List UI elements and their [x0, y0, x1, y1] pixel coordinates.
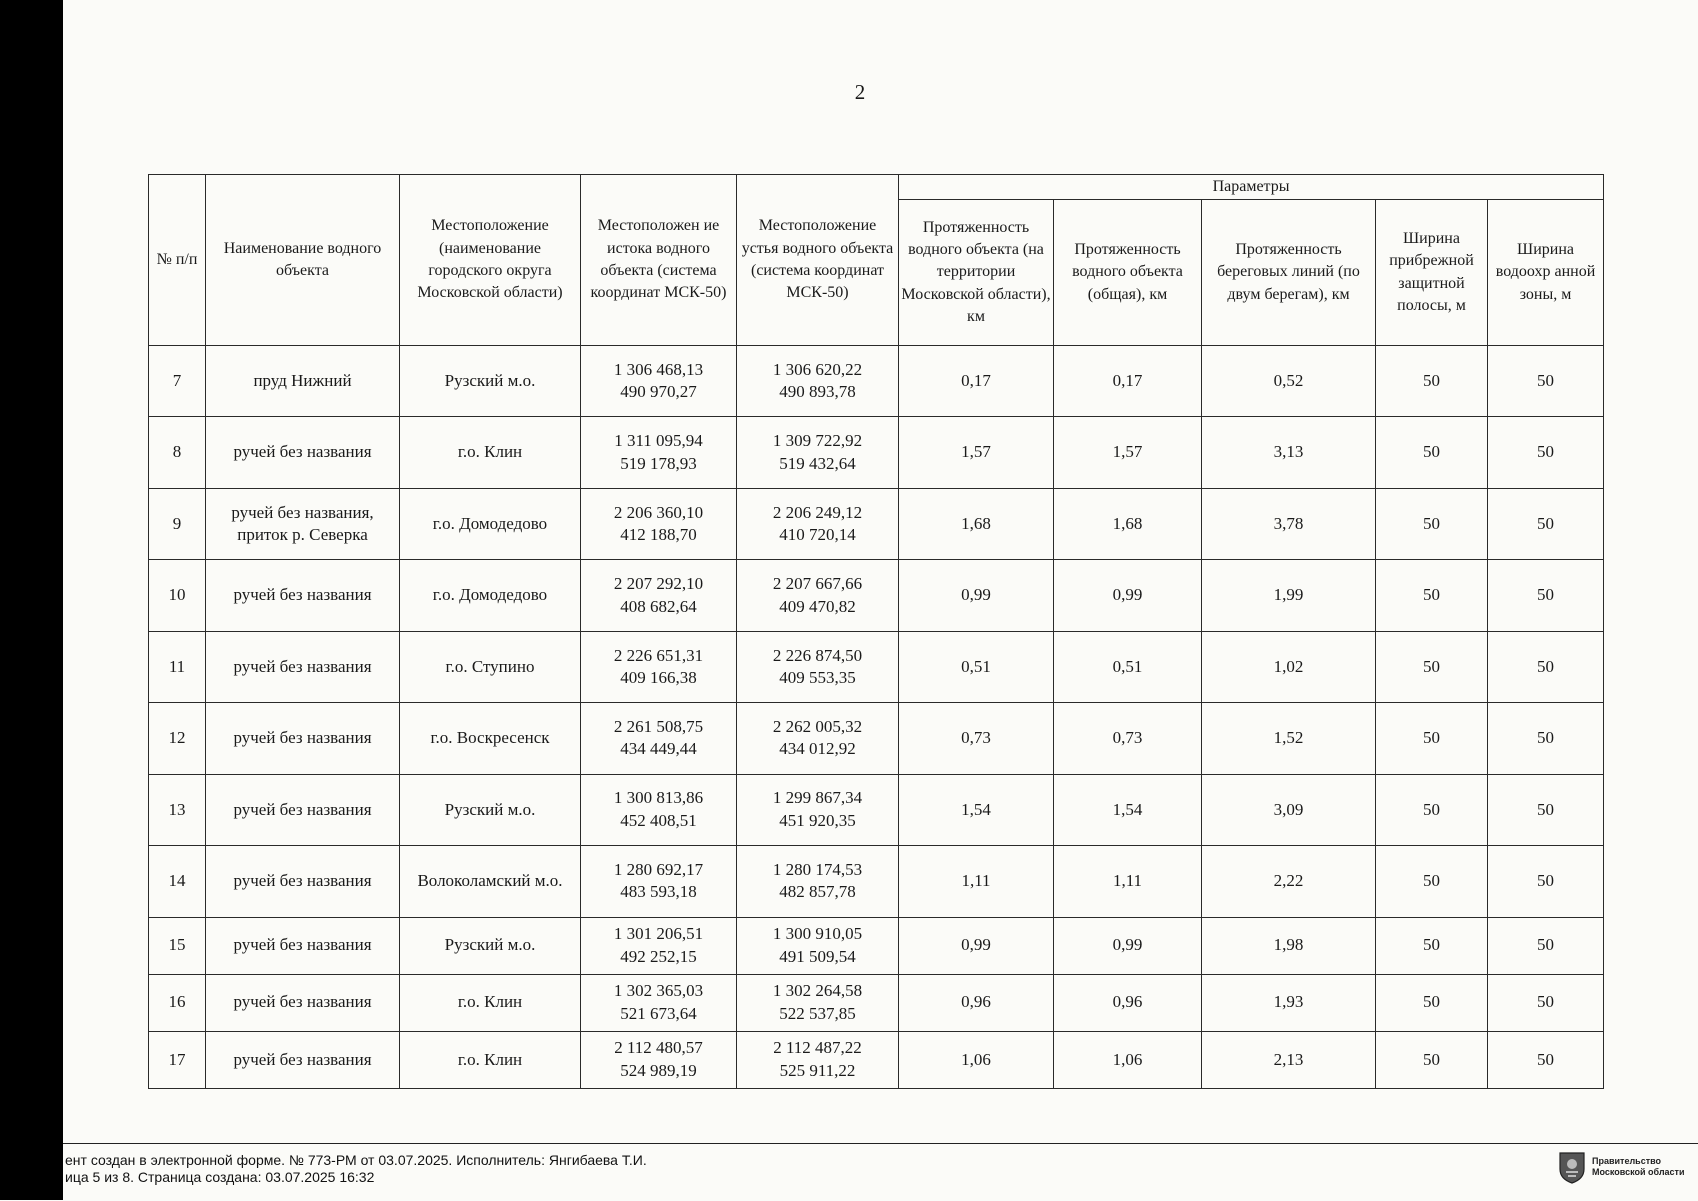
cell-water-zone-zone: 50 [1537, 656, 1555, 676]
cell-coastal-strip [1376, 703, 1488, 774]
cell-water-zone [1488, 774, 1604, 845]
cell-length-region-len_mo: 1,11 [961, 871, 991, 891]
cell-length-total-len_total: 0,17 [1112, 371, 1143, 390]
cell-water-zone [1488, 917, 1604, 974]
cell-coastal-strip-strip: 50 [1423, 656, 1440, 676]
cell-water-zone [1488, 631, 1604, 702]
cell-length-total-len_total: 0,99 [1112, 585, 1143, 605]
cell-shoreline [1202, 346, 1376, 417]
cell-source-coords-src2: 490 970,27 [620, 382, 697, 402]
cell-num-num: 9 [172, 513, 182, 533]
cell-mouth-coords-mth2: 409 470,82 [779, 596, 856, 616]
cell-mouth-coords-mth2: 409 553,35 [779, 667, 856, 687]
cell-name-name: ручей без названия [233, 1049, 372, 1069]
cell-coastal-strip-strip: 50 [1423, 871, 1440, 891]
cell-length-total-len_total: 1,54 [1112, 799, 1143, 819]
cell-location-loc: г.о. Клин [457, 992, 523, 1012]
cell-num-num: 8 [172, 442, 182, 462]
cell-water-zone-zone: 50 [1537, 799, 1555, 819]
cell-source-coords-src2: 408 682,64 [620, 596, 697, 616]
cell-num [149, 846, 206, 917]
cell-name [206, 846, 400, 917]
cell-name [206, 703, 400, 774]
table-row [149, 703, 1604, 774]
cell-shoreline [1202, 417, 1376, 488]
cell-source-coords-src2: 519 178,93 [620, 453, 697, 473]
cell-num [149, 560, 206, 631]
cell-shoreline [1202, 774, 1376, 845]
cell-name-name: ручей без названия [233, 656, 372, 676]
cell-length-total-len_total: 1,68 [1112, 513, 1143, 533]
header-coastal-strip: Ширина прибрежной защитной полосы, м [1376, 200, 1488, 346]
cell-water-zone [1488, 846, 1604, 917]
cell-length-region-len_mo: 0,73 [961, 728, 991, 748]
cell-shoreline-shore: 1,02 [1273, 656, 1304, 676]
cell-source-coords [581, 417, 737, 488]
cell-mouth-coords-mth2: 410 720,14 [779, 525, 856, 545]
cell-num-num: 15 [168, 935, 186, 955]
cell-coastal-strip [1376, 917, 1488, 974]
cell-mouth-coords-mth2: 522 537,85 [779, 1003, 856, 1023]
cell-location-loc: г.о. Клин [457, 1049, 523, 1069]
logo-line-2: Московской области [1592, 1167, 1685, 1177]
cell-source-coords-src2: 492 252,15 [620, 946, 697, 966]
table-row [149, 560, 1604, 631]
cell-name [206, 488, 400, 559]
cell-source-coords-src1: 2 226 651,31 [613, 645, 704, 665]
cell-length-region-len_mo: 0,51 [961, 656, 991, 676]
cell-water-zone-zone: 50 [1537, 585, 1555, 605]
cell-coastal-strip [1376, 417, 1488, 488]
cell-water-zone-zone: 50 [1537, 371, 1555, 390]
cell-mouth-coords-mth1: 1 300 910,05 [772, 924, 863, 944]
cell-mouth-coords-mth1: 2 206 249,12 [772, 502, 863, 522]
cell-mouth-coords-mth1: 1 299 867,34 [772, 788, 863, 808]
cell-num [149, 917, 206, 974]
cell-length-total-len_total: 0,51 [1112, 656, 1143, 676]
cell-location [400, 846, 581, 917]
header-shoreline: Протяженность береговых линий (по двум берегам), км [1202, 200, 1376, 346]
cell-shoreline-shore: 2,22 [1273, 871, 1304, 891]
cell-mouth-coords [737, 488, 899, 559]
cell-mouth-coords-mth2: 482 857,78 [779, 882, 856, 902]
footer-document-info: ент создан в электронной форме. № 773-РМ от 03.07.2025. Исполнитель: Янгибаева Т.И. [65, 1152, 647, 1168]
cell-num [149, 631, 206, 702]
cell-location-loc: г.о. Воскресенск [430, 728, 550, 748]
table-row [149, 1031, 1604, 1088]
cell-coastal-strip [1376, 774, 1488, 845]
cell-shoreline-shore: 3,78 [1273, 513, 1304, 533]
cell-water-zone-zone: 50 [1537, 935, 1555, 955]
cell-name [206, 417, 400, 488]
cell-coastal-strip-strip: 50 [1423, 992, 1440, 1012]
cell-length-region-len_mo: 0,17 [961, 371, 991, 390]
cell-length-region [899, 846, 1054, 917]
table-row [149, 417, 1604, 488]
cell-name [206, 346, 400, 417]
cell-name [206, 974, 400, 1031]
cell-length-region [899, 974, 1054, 1031]
cell-location-loc: г.о. Клин [457, 442, 523, 462]
table-row [149, 974, 1604, 1031]
cell-source-coords-src1: 1 311 095,94 [614, 431, 703, 451]
cell-shoreline [1202, 846, 1376, 917]
cell-length-total-len_total: 0,96 [1112, 992, 1143, 1012]
cell-source-coords-src1: 2 261 508,75 [613, 716, 704, 736]
cell-water-zone-zone: 50 [1537, 992, 1555, 1012]
cell-location-loc: Волоколамский м.о. [417, 871, 563, 891]
cell-name-name: ручей без названия [233, 585, 372, 605]
cell-name-name: пруд Нижний [253, 371, 352, 390]
cell-location [400, 346, 581, 417]
cell-source-coords-src2: 524 989,19 [620, 1060, 697, 1080]
cell-source-coords [581, 631, 737, 702]
coat-of-arms-icon [1558, 1150, 1586, 1184]
cell-mouth-coords-mth2: 525 911,22 [779, 1060, 856, 1080]
cell-length-total-len_total: 1,11 [1112, 871, 1143, 891]
cell-source-coords [581, 703, 737, 774]
cell-location [400, 917, 581, 974]
cell-location [400, 417, 581, 488]
cell-length-region [899, 1031, 1054, 1088]
table-row [149, 774, 1604, 845]
cell-location-loc: Рузский м.о. [444, 799, 536, 819]
cell-mouth-coords-mth1: 1 280 174,53 [772, 859, 863, 879]
cell-num [149, 703, 206, 774]
cell-length-region-len_mo: 0,99 [961, 585, 991, 605]
cell-shoreline [1202, 1031, 1376, 1088]
cell-num-num: 17 [168, 1049, 186, 1069]
cell-mouth-coords [737, 417, 899, 488]
cell-location-loc: Рузский м.о. [444, 935, 536, 955]
cell-water-zone [1488, 703, 1604, 774]
cell-length-region [899, 774, 1054, 845]
cell-water-zone [1488, 488, 1604, 559]
cell-mouth-coords [737, 703, 899, 774]
cell-mouth-coords-mth2: 490 893,78 [779, 382, 856, 402]
cell-location [400, 774, 581, 845]
cell-length-region [899, 346, 1054, 417]
cell-mouth-coords-mth2: 519 432,64 [779, 453, 856, 473]
cell-source-coords-src1: 1 280 692,17 [613, 859, 704, 879]
cell-source-coords [581, 974, 737, 1031]
cell-length-region-len_mo: 1,06 [961, 1049, 991, 1069]
cell-name-name: ручей без названия, приток р. Северка [231, 502, 374, 545]
cell-coastal-strip [1376, 846, 1488, 917]
cell-source-coords-src2: 452 408,51 [620, 810, 697, 830]
logo-line-1: Правительство [1592, 1155, 1662, 1166]
cell-source-coords [581, 917, 737, 974]
table-row [149, 346, 1604, 417]
cell-length-region-len_mo: 1,54 [961, 799, 991, 819]
cell-source-coords-src2: 521 673,64 [620, 1003, 697, 1023]
cell-source-coords-src2: 483 593,18 [620, 882, 697, 902]
cell-shoreline-shore: 0,52 [1273, 371, 1304, 390]
cell-name-name: ручей без названия [233, 992, 372, 1012]
cell-source-coords [581, 774, 737, 845]
cell-mouth-coords-mth1: 2 226 874,50 [772, 645, 863, 665]
cell-length-region [899, 917, 1054, 974]
cell-name-name: ручей без названия [233, 442, 372, 462]
cell-water-zone-zone: 50 [1537, 871, 1555, 891]
header-location: Местоположение (наименование городского округа Московской области) [400, 175, 581, 346]
cell-name-name: ручей без названия [233, 935, 372, 955]
cell-source-coords-src1: 1 301 206,51 [613, 924, 704, 944]
cell-source-coords [581, 846, 737, 917]
cell-shoreline-shore: 3,13 [1273, 442, 1304, 462]
cell-mouth-coords [737, 846, 899, 917]
cell-num-num: 14 [168, 871, 186, 891]
cell-mouth-coords [737, 974, 899, 1031]
cell-water-zone [1488, 346, 1604, 417]
cell-length-total [1054, 631, 1202, 702]
cell-length-region [899, 560, 1054, 631]
document-footer [63, 1143, 1698, 1201]
cell-name [206, 560, 400, 631]
cell-location [400, 1031, 581, 1088]
cell-length-total [1054, 703, 1202, 774]
cell-mouth-coords [737, 631, 899, 702]
cell-source-coords [581, 346, 737, 417]
cell-coastal-strip [1376, 631, 1488, 702]
cell-location-loc: г.о. Ступино [445, 656, 535, 676]
cell-source-coords-src1: 1 300 813,86 [613, 788, 704, 808]
cell-source-coords-src1: 2 112 480,57 [614, 1038, 703, 1058]
cell-water-zone-zone: 50 [1537, 1049, 1555, 1069]
cell-shoreline [1202, 631, 1376, 702]
cell-name [206, 774, 400, 845]
scan-left-margin [0, 0, 63, 1200]
cell-length-total [1054, 917, 1202, 974]
cell-length-total [1054, 488, 1202, 559]
cell-name [206, 917, 400, 974]
cell-length-total-len_total: 0,99 [1112, 935, 1143, 955]
cell-coastal-strip [1376, 488, 1488, 559]
cell-length-region-len_mo: 1,68 [961, 513, 991, 533]
cell-name [206, 1031, 400, 1088]
cell-num-num: 12 [168, 728, 186, 748]
cell-length-region [899, 488, 1054, 559]
cell-shoreline [1202, 917, 1376, 974]
cell-source-coords [581, 560, 737, 631]
cell-shoreline [1202, 488, 1376, 559]
cell-coastal-strip-strip: 50 [1423, 585, 1440, 605]
header-parameters: Параметры [899, 175, 1604, 200]
cell-shoreline-shore: 1,99 [1273, 585, 1304, 605]
cell-water-zone-zone: 50 [1537, 728, 1555, 748]
cell-location [400, 631, 581, 702]
cell-mouth-coords [737, 1031, 899, 1088]
cell-length-total [1054, 417, 1202, 488]
cell-water-zone-zone: 50 [1537, 442, 1555, 462]
cell-shoreline-shore: 1,98 [1273, 935, 1304, 955]
cell-num [149, 1031, 206, 1088]
cell-coastal-strip-strip: 50 [1423, 371, 1440, 390]
cell-name-name: ручей без названия [233, 799, 372, 819]
cell-water-zone [1488, 560, 1604, 631]
cell-mouth-coords-mth1: 1 302 264,58 [772, 981, 863, 1001]
cell-shoreline-shore: 1,93 [1273, 992, 1304, 1012]
cell-name-name: ручей без названия [233, 871, 372, 891]
cell-num [149, 774, 206, 845]
footer-page-info: ица 5 из 8. Страница создана: 03.07.2025 16:32 [65, 1169, 375, 1185]
cell-num-num: 11 [168, 656, 186, 676]
cell-location-loc: г.о. Домодедово [432, 585, 548, 605]
cell-shoreline [1202, 974, 1376, 1031]
cell-name-name: ручей без названия [233, 728, 372, 748]
cell-source-coords-src1: 1 302 365,03 [613, 981, 704, 1001]
cell-location [400, 703, 581, 774]
cell-mouth-coords [737, 560, 899, 631]
cell-length-total [1054, 774, 1202, 845]
cell-source-coords-src1: 2 206 360,10 [613, 502, 704, 522]
cell-source-coords [581, 1031, 737, 1088]
cell-length-total-len_total: 1,06 [1112, 1049, 1143, 1069]
cell-coastal-strip-strip: 50 [1423, 935, 1440, 955]
cell-length-region [899, 703, 1054, 774]
cell-length-total [1054, 346, 1202, 417]
cell-num [149, 488, 206, 559]
cell-location [400, 974, 581, 1031]
table-row [149, 631, 1604, 702]
header-num: № п/п [149, 175, 206, 346]
page-number: 2 [854, 80, 866, 104]
cell-mouth-coords [737, 346, 899, 417]
water-objects-table [148, 174, 1604, 1089]
cell-num [149, 417, 206, 488]
cell-source-coords-src2: 412 188,70 [620, 525, 697, 545]
header-mouth: Местоположение устья водного объекта (система координат МСК-50) [737, 175, 899, 346]
cell-source-coords-src1: 2 207 292,10 [613, 574, 704, 594]
header-length-region: Протяженность водного объекта (на территории Московской области), км [899, 200, 1054, 346]
cell-coastal-strip-strip: 50 [1423, 728, 1440, 748]
cell-source-coords-src2: 409 166,38 [620, 667, 697, 687]
cell-location-loc: г.о. Домодедово [432, 513, 548, 533]
cell-num-num: 13 [168, 799, 186, 819]
cell-length-region-len_mo: 0,99 [961, 935, 991, 955]
cell-length-total [1054, 974, 1202, 1031]
cell-mouth-coords-mth1: 2 207 667,66 [772, 574, 863, 594]
cell-num-num: 7 [172, 371, 182, 390]
cell-coastal-strip-strip: 50 [1423, 513, 1440, 533]
cell-num-num: 10 [168, 585, 186, 605]
header-length-total: Протяженность водного объекта (общая), км [1054, 200, 1202, 346]
cell-coastal-strip [1376, 560, 1488, 631]
cell-mouth-coords-mth1: 2 262 005,32 [772, 716, 863, 736]
table-row [149, 488, 1604, 559]
cell-source-coords-src1: 1 306 468,13 [613, 359, 704, 379]
cell-name [206, 631, 400, 702]
cell-mouth-coords-mth1: 2 112 487,22 [773, 1038, 862, 1058]
cell-length-region [899, 631, 1054, 702]
table-row [149, 917, 1604, 974]
cell-water-zone [1488, 974, 1604, 1031]
header-source: Местоположен ие истока водного объекта (система координат МСК-50) [581, 175, 737, 346]
cell-shoreline [1202, 560, 1376, 631]
cell-mouth-coords-mth1: 1 309 722,92 [772, 431, 863, 451]
cell-coastal-strip [1376, 346, 1488, 417]
cell-source-coords [581, 488, 737, 559]
cell-mouth-coords [737, 774, 899, 845]
cell-length-total [1054, 560, 1202, 631]
cell-length-total-len_total: 1,57 [1112, 442, 1143, 462]
cell-length-total [1054, 846, 1202, 917]
cell-coastal-strip-strip: 50 [1423, 1049, 1440, 1069]
cell-coastal-strip-strip: 50 [1423, 442, 1440, 462]
cell-source-coords-src2: 434 449,44 [620, 739, 697, 759]
cell-num [149, 974, 206, 1031]
cell-mouth-coords-mth1: 1 306 620,22 [772, 359, 863, 379]
cell-location-loc: Рузский м.о. [444, 371, 536, 390]
table-row [149, 846, 1604, 917]
table-body [149, 346, 1604, 1089]
cell-water-zone [1488, 1031, 1604, 1088]
cell-length-region [899, 417, 1054, 488]
cell-coastal-strip [1376, 1031, 1488, 1088]
header-name: Наименование водного объекта [206, 175, 400, 346]
cell-water-zone-zone: 50 [1537, 513, 1555, 533]
cell-num [149, 346, 206, 417]
cell-length-region-len_mo: 0,96 [961, 992, 991, 1012]
cell-length-total [1054, 1031, 1202, 1088]
cell-shoreline-shore: 1,52 [1273, 728, 1304, 748]
cell-mouth-coords [737, 917, 899, 974]
cell-water-zone [1488, 417, 1604, 488]
cell-shoreline-shore: 2,13 [1273, 1049, 1304, 1069]
cell-location [400, 560, 581, 631]
cell-location [400, 488, 581, 559]
cell-length-total-len_total: 0,73 [1112, 728, 1143, 748]
cell-length-region-len_mo: 1,57 [961, 442, 991, 462]
cell-shoreline-shore: 3,09 [1273, 799, 1304, 819]
header-water-zone: Ширина водоохр анной зоны, м [1488, 200, 1604, 346]
government-logo [1558, 1150, 1685, 1184]
cell-num-num: 16 [168, 992, 186, 1012]
cell-shoreline [1202, 703, 1376, 774]
cell-mouth-coords-mth2: 434 012,92 [779, 739, 856, 759]
cell-coastal-strip-strip: 50 [1423, 799, 1440, 819]
cell-mouth-coords-mth2: 491 509,54 [779, 946, 856, 966]
cell-coastal-strip [1376, 974, 1488, 1031]
cell-mouth-coords-mth2: 451 920,35 [779, 810, 856, 830]
